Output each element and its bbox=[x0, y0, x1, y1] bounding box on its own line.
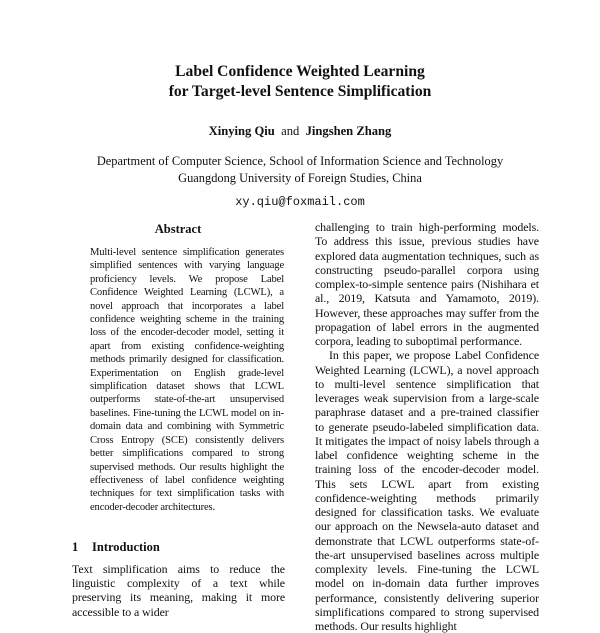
section-number: 1 bbox=[72, 540, 79, 554]
introduction-paragraph: challenging to train high-performing models. To address this issue, previous studies have explored data augmentation techniques, such as constructing pseudo-parallel corpora using complex-to-simple sentence pairs (Nishihara et al., 2019, Katsuta and Yamamoto, 2019). However, these approaches may suffer from the propagation of label errors in the augmented corpora, leading to suboptimal performance. bbox=[315, 220, 539, 348]
abstract-heading: Abstract bbox=[154, 222, 202, 236]
paper-title bbox=[0, 62, 600, 102]
introduction-text-left: Text simplification aims to reduce the linguistic complexity of a text while preserving its meaning, making it more accessible to a wider bbox=[72, 562, 285, 619]
affiliation-line-2: Guangdong University of Foreign Studies, China bbox=[178, 171, 422, 185]
right-column bbox=[315, 220, 539, 633]
abstract-text: Multi-level sentence simplification generates simplified sentences with varying language proficiency levels. We propose Label Confidence Weighted Learning (LCWL), a novel approach that incorporates a label confidence weighting scheme in the training loss of the encoder-decoder model, setting it apart from existing confidence-weighting methods primarily designed for classification. Experimentation on English grade-level simplification dataset shows that LCWL outperforms state-of-the-art unsupervised baselines. Fine-tuning the LCWL model on in-domain data and combining with Symmetric Cross Entropy (SCE) consistently delivers better simplifications compared to strong supervised methods. Our results highlight the effectiveness of label confidence weighting techniques for text simplification tasks with encoder-decoder architectures. bbox=[90, 247, 284, 513]
author-list bbox=[0, 123, 600, 139]
author-email: xy.qiu@foxmail.com bbox=[235, 195, 365, 209]
affiliation bbox=[0, 153, 600, 187]
section-title: Introduction bbox=[92, 540, 160, 554]
author-name: Xinying Qiu bbox=[208, 124, 275, 138]
author-name: Jingshen Zhang bbox=[305, 124, 392, 138]
title-line-1: Label Confidence Weighted Learning bbox=[175, 63, 425, 80]
affiliation-line-1: Department of Computer Science, School of Information Science and Technology bbox=[96, 154, 504, 168]
title-line-2: for Target-level Sentence Simplification bbox=[168, 83, 432, 100]
section-heading-introduction bbox=[72, 539, 284, 555]
author-connector: and bbox=[281, 124, 300, 138]
introduction-paragraph: In this paper, we propose Label Confidence Weighted Learning (LCWL), a novel approach to multi-level sentence simplification that leverages weak supervision from a large-scale paraphrase dataset and a pre-trained classifier to generate pseudo-labeled simplification data. It mitigates the impact of noisy labels through a label confidence weighting scheme in the training loss of the encoder-decoder model. This sets LCWL apart from existing confidence-weighting methods primarily designed for classification tasks. We evaluate our approach on the Newsela-auto dataset and demonstrate that LCWL outperforms state-of-the-art unsupervised baselines across multiple complexity levels. Fine-tuning the LCWL model on in-domain data further improves performance, consistently delivering superior simplifications compared to strong supervised methods. Our results highlight bbox=[315, 348, 539, 633]
